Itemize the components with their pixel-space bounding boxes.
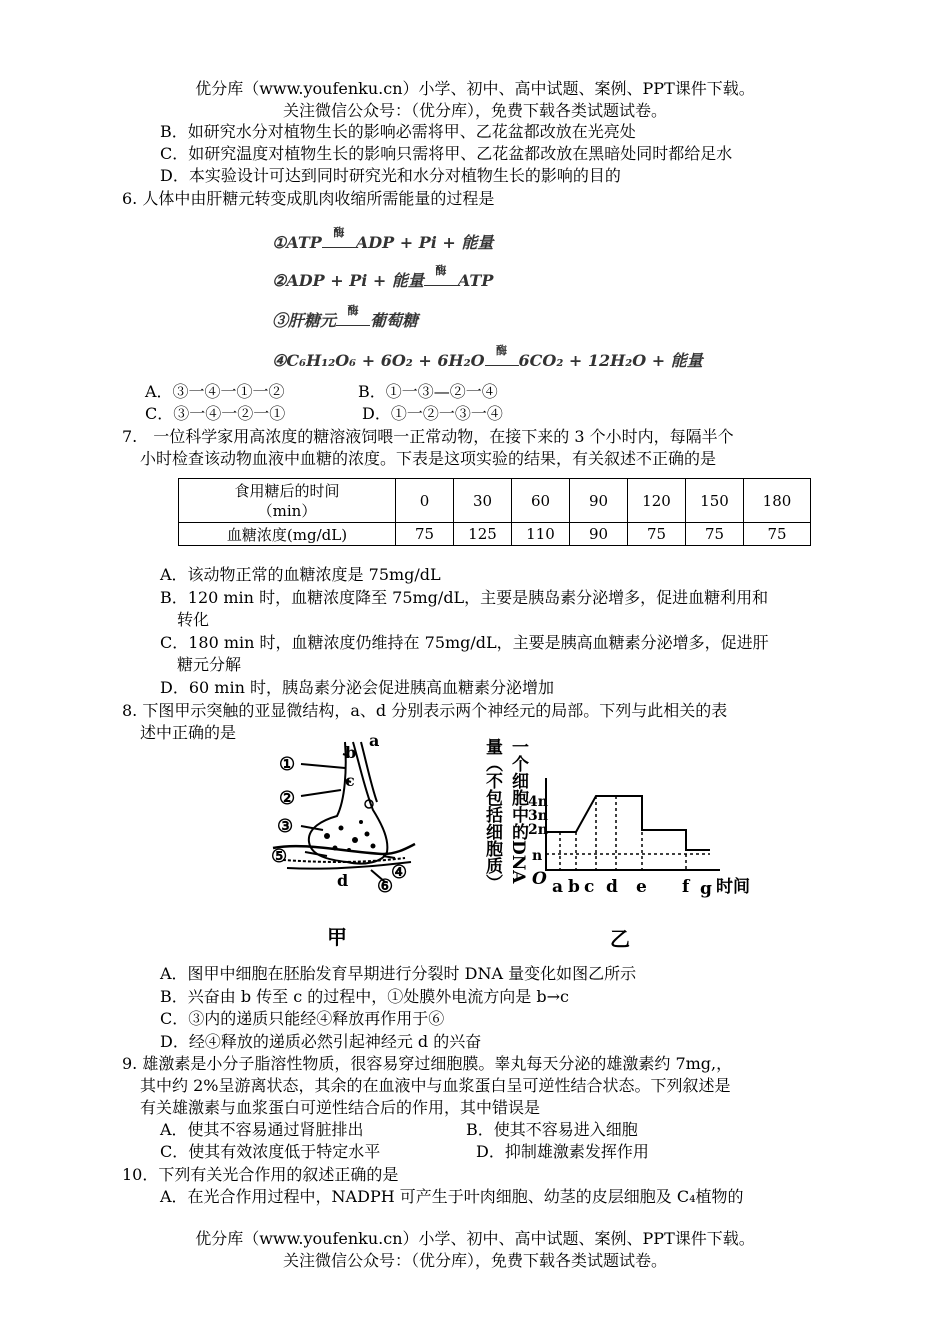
figure-caption-yi: 乙 bbox=[610, 927, 630, 951]
table-cell: 75 bbox=[744, 523, 811, 546]
ytick-n: n bbox=[532, 848, 543, 864]
q5-option-c: C．如研究温度对植物生长的影响只需将甲、乙花盆都改放在黑暗处同时都给足水 bbox=[160, 144, 733, 163]
q7-option-d: D．60 min 时，胰岛素分泌会促进胰高血糖素分泌增加 bbox=[160, 678, 554, 697]
label-1: ① bbox=[279, 754, 296, 775]
q9-option-d: D．抑制雄激素发挥作用 bbox=[476, 1142, 649, 1161]
table-cell: 30 bbox=[454, 479, 512, 523]
q9-option-b: B．使其不容易进入细胞 bbox=[466, 1120, 638, 1139]
table-cell: 75 bbox=[628, 523, 686, 546]
label-4: ④ bbox=[391, 862, 408, 883]
q9-option-c: C．使其有效浓度低于特定水平 bbox=[160, 1142, 381, 1161]
table-cell: 90 bbox=[570, 479, 628, 523]
label-c: c bbox=[345, 771, 355, 790]
q7-option-c-1: C．180 min 时，血糖浓度仍维持在 75mg/dL，主要是胰高血糖素分泌增多，促进肝 bbox=[160, 633, 769, 652]
label-a: a bbox=[369, 731, 380, 750]
blood-sugar-table bbox=[178, 478, 811, 546]
q10-stem: 10．下列有关光合作用的叙述正确的是 bbox=[122, 1165, 399, 1184]
label-d: d bbox=[337, 871, 349, 890]
table-header-time: 食用糖后的时间 （min） bbox=[179, 479, 396, 523]
q6-stem: 6. 人体中由肝糖元转变成肌肉收缩所需能量的过程是 bbox=[122, 189, 495, 208]
q8-option-a: A．图甲中细胞在胚胎发育早期进行分裂时 DNA 量变化如图乙所示 bbox=[160, 964, 637, 983]
xtick-f: f bbox=[682, 877, 690, 897]
q7-stem-1: 7. 一位科学家用高浓度的糖溶液饲喂一正常动物，在接下来的 3 个小时内，每隔半个 bbox=[122, 427, 734, 446]
q9-stem-2: 其中约 2%呈游离状态，其余的在血液中与血浆蛋白呈可逆性结合状态。下列叙述是 bbox=[140, 1076, 731, 1095]
q7-option-b-1: B．120 min 时，血糖浓度降至 75mg/dL，主要是胰岛素分泌增多，促进血糖利用和 bbox=[160, 588, 769, 607]
label-5: ⑤ bbox=[271, 846, 288, 867]
q6-option-a: A．③一④一①一② bbox=[145, 382, 285, 401]
q6-equation-3: ③肝糖元 酶 葡萄糖 bbox=[272, 304, 419, 330]
ytick-4n: 4n bbox=[528, 794, 548, 810]
q7-stem-2: 小时检查该动物血液中血糖的浓度。下表是这项实验的结果，有关叙述不正确的是 bbox=[140, 449, 717, 468]
footer-line-2: 关注微信公众号：（优分库），免费下载各类试题试卷。 bbox=[282, 1251, 667, 1270]
dna-content-chart bbox=[470, 732, 780, 954]
ytick-2n: 2n bbox=[528, 822, 548, 838]
label-2: ② bbox=[279, 788, 296, 809]
q6-equation-2: ②ADP + Pi + 能量 酶 ATP bbox=[272, 264, 494, 290]
q8-stem-2: 述中正确的是 bbox=[140, 723, 237, 742]
footer-line-1: 优分库（www.youfenku.cn）小学、初中、高中试题、案例、PPT课件下载。 bbox=[195, 1229, 755, 1248]
q9-stem-3: 有关雄激素与血浆蛋白可逆性结合后的作用，其中错误是 bbox=[140, 1098, 541, 1117]
q5-option-d: D．本实验设计可达到同时研究光和水分对植物生长的影响的目的 bbox=[160, 166, 621, 185]
xtick-d: d bbox=[606, 877, 618, 897]
chart-ylabel-a: 一个细胞中的DNA bbox=[508, 738, 528, 884]
chart-dna-line bbox=[546, 796, 710, 850]
table-cell: 120 bbox=[628, 479, 686, 523]
xtick-e: e bbox=[636, 877, 647, 897]
chart-origin: O bbox=[532, 869, 547, 889]
table-cell: 180 bbox=[744, 479, 811, 523]
q7-option-c-2: 糖元分解 bbox=[177, 655, 242, 674]
xtick-c: c bbox=[584, 877, 595, 897]
table-cell: 125 bbox=[454, 523, 512, 546]
ytick-3n: 3n bbox=[528, 808, 548, 824]
table-cell: 110 bbox=[512, 523, 570, 546]
q9-stem-1: 9. 雄激素是小分子脂溶性物质，很容易穿过细胞膜。睾丸每天分泌的雄激素约 7mg,， bbox=[122, 1054, 733, 1073]
header-line-1: 优分库（www.youfenku.cn）小学、初中、高中试题、案例、PPT课件下载。 bbox=[195, 79, 755, 98]
table-cell: 75 bbox=[396, 523, 454, 546]
label-3: ③ bbox=[277, 816, 294, 837]
label-6: ⑥ bbox=[377, 876, 394, 897]
synapse-diagram bbox=[265, 730, 425, 952]
table-cell: 60 bbox=[512, 479, 570, 523]
header-line-2: 关注微信公众号：（优分库），免费下载各类试题试卷。 bbox=[282, 101, 667, 120]
q7-option-b-2: 转化 bbox=[177, 610, 210, 629]
table-cell: 150 bbox=[686, 479, 744, 523]
label-b: b bbox=[345, 743, 357, 762]
figure-caption-jia: 甲 bbox=[327, 925, 347, 949]
table-cell: 0 bbox=[396, 479, 454, 523]
q9-option-a: A．使其不容易通过肾脏排出 bbox=[160, 1120, 364, 1139]
xtick-a: a bbox=[552, 877, 564, 897]
chart-ylabel-b: 量（不包括细胞质） bbox=[482, 738, 502, 891]
table-cell: 90 bbox=[570, 523, 628, 546]
q10-option-a: A．在光合作用过程中，NADPH 可产生于叶肉细胞、幼茎的皮层细胞及 C₄植物的 bbox=[160, 1187, 744, 1206]
q8-option-b: B．兴奋由 b 传至 c 的过程中，①处膜外电流方向是 b→c bbox=[160, 987, 570, 1006]
q8-option-d: D．经④释放的递质必然引起神经元 d 的兴奋 bbox=[160, 1032, 482, 1051]
q7-option-a: A．该动物正常的血糖浓度是 75mg/dL bbox=[160, 565, 441, 584]
chart-axes bbox=[546, 778, 720, 870]
q6-equation-1: ①ATP 酶 ADP + Pi + 能量 bbox=[272, 226, 494, 252]
q5-option-b: B．如研究水分对植物生长的影响必需将甲、乙花盆都改放在光亮处 bbox=[160, 122, 636, 141]
table-header-concentration: 血糖浓度(mg/dL) bbox=[179, 523, 396, 546]
q8-option-c: C．③内的递质只能经④释放再作用于⑥ bbox=[160, 1009, 445, 1028]
xtick-g: g bbox=[700, 879, 712, 899]
q6-option-c: C．③一④一②一① bbox=[145, 404, 286, 423]
xtick-b: b bbox=[568, 877, 580, 897]
q6-option-b: B．①一③—②一④ bbox=[358, 382, 498, 401]
q6-equation-4: ④C₆H₁₂O₆ + 6O₂ + 6H₂O 酶 6CO₂ + 12H₂O + 能量 bbox=[272, 344, 703, 370]
chart-xlabel: 时间 bbox=[716, 877, 750, 897]
q8-stem-1: 8. 下图甲示突触的亚显微结构，a、d 分别表示两个神经元的局部。下列与此相关的表 bbox=[122, 701, 728, 720]
q6-option-d: D．①一②一③一④ bbox=[362, 404, 503, 423]
table-cell: 75 bbox=[686, 523, 744, 546]
